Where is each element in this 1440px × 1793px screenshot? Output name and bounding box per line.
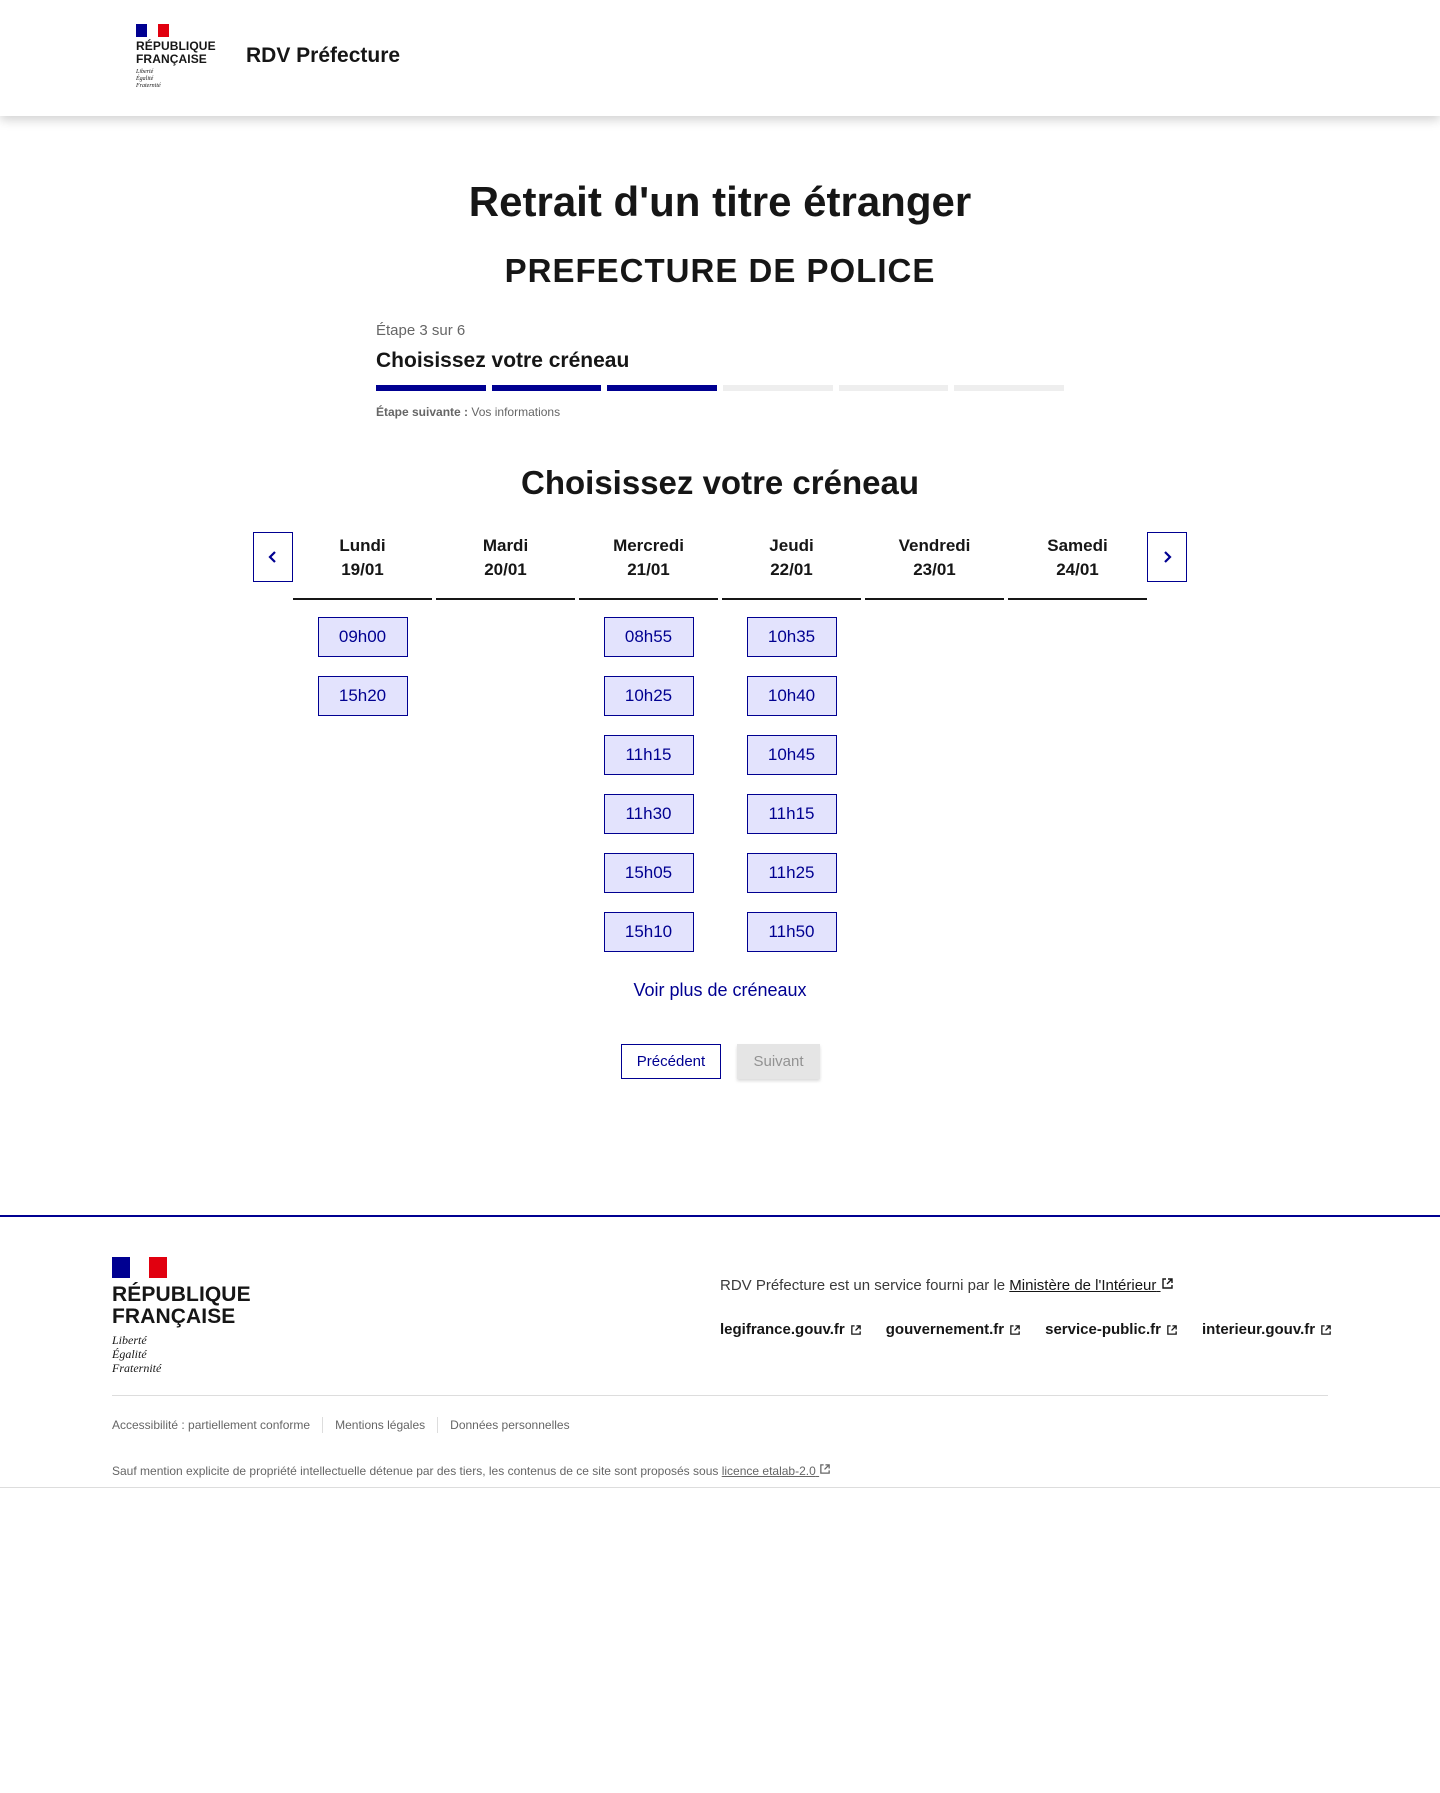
license-link[interactable]	[722, 1464, 831, 1478]
external-link-icon	[850, 1324, 862, 1336]
site-header	[0, 0, 1440, 116]
day-columns	[293, 530, 1147, 952]
footer-description	[720, 1277, 1174, 1294]
step-title: Choisissez votre créneau	[376, 349, 630, 372]
footer-partner-link-label: interieur.gouv.fr	[1202, 1321, 1316, 1338]
day-name: Jeudi	[769, 536, 814, 555]
french-flag-icon	[136, 24, 169, 37]
footer-bottom-link[interactable]: Mentions légales	[335, 1418, 426, 1432]
chevron-left-icon	[267, 550, 279, 564]
logo-line-1: RÉPUBLIQUE	[136, 39, 216, 53]
footer-partner-link-label: legifrance.gouv.fr	[720, 1321, 845, 1338]
time-slot-button[interactable]: 15h10	[604, 912, 694, 952]
slot-list	[293, 600, 432, 716]
slot-list	[1008, 600, 1147, 617]
footer-partner-link[interactable]	[720, 1321, 862, 1338]
slot-list	[436, 600, 575, 617]
next-week-button[interactable]	[1147, 532, 1187, 582]
day-name: Samedi	[1047, 536, 1108, 555]
step-bar-4	[723, 385, 833, 391]
day-column	[293, 530, 432, 952]
prefecture-title: PREFECTURE DE POLICE	[504, 252, 936, 289]
time-slot-button[interactable]: 11h15	[747, 794, 837, 834]
day-name: Mercredi	[613, 536, 684, 555]
time-slot-button[interactable]: 09h00	[318, 617, 408, 657]
time-slot-button[interactable]: 15h20	[318, 676, 408, 716]
footer-divider	[112, 1395, 1328, 1396]
slot-list	[579, 600, 718, 952]
day-name: Mardi	[482, 536, 529, 555]
footer-logo-line-1: RÉPUBLIQUE	[112, 1283, 251, 1306]
footer-link-separator	[322, 1417, 323, 1433]
day-column	[1008, 530, 1147, 952]
time-slot-button[interactable]: 11h15	[604, 735, 694, 775]
footer-motto-2: Égalité	[112, 1347, 147, 1361]
time-slot-button[interactable]: 10h45	[747, 735, 837, 775]
footer-motto-3: Fraternité	[112, 1361, 162, 1375]
time-slot-button[interactable]: 10h35	[747, 617, 837, 657]
footer-republique-logo[interactable]	[112, 1257, 251, 1375]
day-header	[579, 530, 718, 600]
footer-partner-link[interactable]	[1202, 1321, 1332, 1338]
previous-button[interactable]: Précédent	[621, 1044, 721, 1079]
time-slot-button[interactable]: 11h25	[747, 853, 837, 893]
footer-partner-link[interactable]	[886, 1321, 1021, 1338]
day-date: 20/01	[484, 560, 527, 579]
day-name: Vendredi	[898, 536, 971, 555]
step-bar-6	[954, 385, 1064, 391]
footer-logo-line-2: FRANÇAISE	[112, 1305, 236, 1328]
day-header	[436, 530, 575, 600]
footer-partner-links	[720, 1321, 1332, 1338]
step-bar-3	[607, 385, 717, 391]
next-step-value: Vos informations	[471, 405, 561, 419]
more-slots-container	[0, 980, 1440, 1001]
logo-line-2: FRANÇAISE	[136, 52, 207, 66]
footer-license	[112, 1463, 831, 1478]
slot-section-title: Choisissez votre créneau	[521, 464, 919, 501]
time-slot-button[interactable]: 11h50	[747, 912, 837, 952]
next-step-label: Étape suivante :	[376, 405, 469, 419]
footer-link-separator	[437, 1417, 438, 1433]
time-slot-button[interactable]: 15h05	[604, 853, 694, 893]
day-date: 22/01	[770, 560, 813, 579]
more-slots-link[interactable]: Voir plus de créneaux	[633, 980, 807, 1000]
step-progress-bar	[376, 385, 1064, 391]
step-bar-1	[376, 385, 486, 391]
slot-list	[722, 600, 861, 952]
day-header	[722, 530, 861, 600]
slot-list	[865, 600, 1004, 617]
time-slot-button[interactable]: 11h30	[604, 794, 694, 834]
page-end-divider	[0, 1487, 1440, 1488]
footer-partner-link-label: gouvernement.fr	[885, 1321, 1005, 1338]
external-link-icon	[819, 1463, 831, 1475]
previous-week-button[interactable]	[253, 532, 293, 582]
ministere-link[interactable]	[1009, 1277, 1173, 1294]
footer-bottom-link[interactable]: Accessibilité : partiellement conforme	[112, 1418, 311, 1432]
step-bar-5	[839, 385, 949, 391]
external-link-icon	[1161, 1277, 1174, 1290]
day-column	[722, 530, 861, 952]
day-header	[1008, 530, 1147, 600]
logo-motto-1: Liberté	[136, 69, 154, 75]
footer-partner-link-label: service-public.fr	[1045, 1321, 1161, 1338]
day-date: 24/01	[1056, 560, 1099, 579]
footer-bottom-links	[112, 1417, 570, 1433]
license-text: Sauf mention explicite de propriété intellectuelle détenue par des tiers, les contenus de ce site sont proposés sous	[112, 1464, 719, 1478]
page-title: Retrait d'un titre étranger	[468, 178, 972, 225]
next-button-disabled: Suivant	[737, 1044, 820, 1079]
stepper	[376, 322, 1064, 419]
site-footer	[0, 1215, 1440, 1488]
footer-partner-link[interactable]	[1045, 1321, 1178, 1338]
step-bar-2	[492, 385, 602, 391]
day-column	[436, 530, 575, 952]
day-column	[579, 530, 718, 952]
next-step-info	[376, 405, 1064, 419]
day-date: 19/01	[341, 560, 384, 579]
french-flag-icon	[112, 1257, 167, 1278]
footer-desc-text: RDV Préfecture est un service fourni par le	[720, 1277, 1006, 1294]
logo-motto-2: Égalité	[136, 76, 154, 82]
day-column	[865, 530, 1004, 952]
ministere-link-label: Ministère de l'Intérieur	[1009, 1277, 1157, 1294]
day-header	[865, 530, 1004, 600]
day-header	[293, 530, 432, 600]
chevron-right-icon	[1161, 550, 1173, 564]
logo-motto-3: Fraternité	[136, 83, 161, 89]
external-link-icon	[1009, 1324, 1021, 1336]
time-slot-button[interactable]: 10h40	[747, 676, 837, 716]
external-link-icon	[1166, 1324, 1178, 1336]
external-link-icon	[1320, 1324, 1332, 1336]
day-date: 21/01	[627, 560, 670, 579]
day-name: Lundi	[339, 536, 386, 555]
license-link-label: licence etalab-2.0	[721, 1464, 816, 1478]
time-slot-button[interactable]: 08h55	[604, 617, 694, 657]
time-slot-button[interactable]: 10h25	[604, 676, 694, 716]
republique-francaise-logo[interactable]	[136, 24, 226, 90]
footer-motto-1: Liberté	[112, 1333, 147, 1347]
step-count: Étape 3 sur 6	[376, 322, 466, 339]
day-date: 23/01	[913, 560, 956, 579]
footer-bottom-link[interactable]: Données personnelles	[450, 1418, 570, 1432]
service-name-link[interactable]: RDV Préfecture	[246, 44, 401, 67]
